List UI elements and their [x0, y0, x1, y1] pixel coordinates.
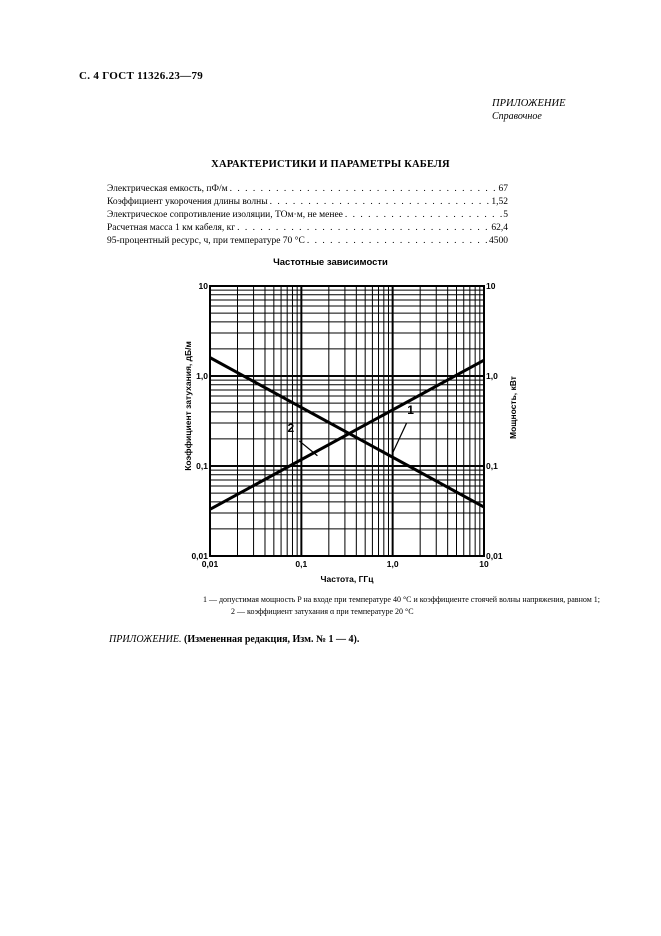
caption-line-1: 1 — допустимая мощность P на входе при температуре 40 °С и коэффициенте стоячей волны напряжения, равном 1;: [202, 595, 600, 604]
appendix-title: ПРИЛОЖЕНИЕ: [492, 98, 566, 109]
param-value: 67: [498, 184, 508, 194]
section-title: ХАРАКТЕРИСТИКИ И ПАРАМЕТРЫ КАБЕЛЯ: [211, 159, 450, 170]
y2-tick-label: 1,0: [486, 371, 498, 381]
leader-dots: [268, 196, 492, 209]
y2-tick-label: 10: [486, 281, 496, 291]
series-label-1: 1: [407, 402, 414, 417]
series-line-2: [210, 360, 484, 509]
param-label: Расчетная масса 1 км кабеля, кг: [107, 223, 236, 233]
param-label: Электрическое сопротивление изоляции, ТОм·м, не менее: [107, 210, 343, 220]
param-label: Коэффициент укорочения длины волны: [107, 197, 268, 207]
caption-line-2: 2 — коэффициент затухания α при температуре 20 °С: [231, 607, 414, 616]
param-row: [107, 209, 508, 222]
y-tick-label: 0,01: [191, 551, 208, 561]
leader-dots: [228, 183, 499, 196]
chart-caption: [80, 594, 600, 618]
param-row: [107, 235, 508, 248]
plot-frame: [210, 286, 484, 556]
param-value: 5: [503, 210, 508, 220]
page-header: С. 4 ГОСТ 11326.23—79: [79, 70, 204, 82]
param-row: [107, 222, 508, 235]
x-tick-label: 1,0: [386, 559, 399, 569]
leader-dots: [305, 235, 489, 248]
param-value: 1,52: [491, 197, 508, 207]
y2-axis-label: Мощность, кВт: [508, 376, 518, 439]
series-label-leader: [393, 423, 407, 453]
param-row: [107, 183, 508, 196]
leader-dots: [343, 209, 503, 222]
param-label: Электрическая емкость, пФ/м: [107, 184, 228, 194]
amendment-note: [109, 634, 359, 645]
y-tick-label: 0,1: [196, 461, 208, 471]
y2-tick-label: 0,01: [486, 551, 503, 561]
param-value: 62,4: [491, 223, 508, 233]
appendix-subtitle: Справочное: [492, 111, 542, 122]
y-tick-label: 10: [198, 281, 208, 291]
x-tick-label: 0,01: [201, 559, 219, 569]
chart-title: Частотные зависимости: [273, 257, 388, 268]
param-value: 4500: [489, 236, 508, 246]
y2-tick-label: 0,1: [486, 461, 498, 471]
y-tick-label: 1,0: [196, 371, 208, 381]
frequency-chart: [178, 272, 523, 592]
leader-dots: [235, 222, 491, 235]
note-label: ПРИЛОЖЕНИЕ.: [109, 634, 182, 645]
parameters-list: [107, 183, 508, 248]
note-text: (Измененная редакция, Изм. № 1 — 4).: [184, 634, 360, 645]
param-label: 95-процентный ресурс, ч, при температуре 70 °С: [107, 236, 305, 246]
param-row: [107, 196, 508, 209]
x-axis-label: Частота, ГГц: [320, 574, 374, 584]
y-axis-label: Коэффициент затухания, дБ/м: [183, 341, 193, 471]
x-tick-label: 10: [479, 559, 489, 569]
series-label-2: 2: [287, 420, 295, 435]
x-tick-label: 0,1: [295, 559, 308, 569]
